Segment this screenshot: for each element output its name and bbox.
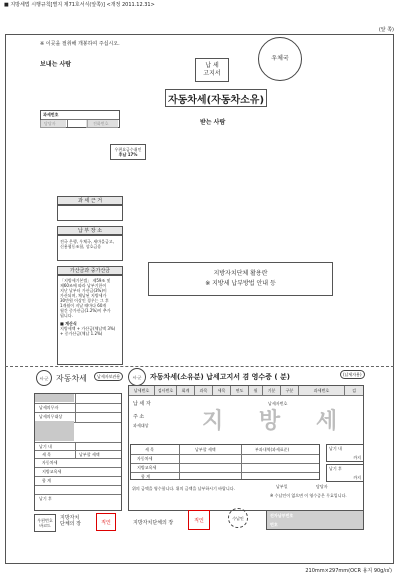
left-authority-line: 단체의 장 xyxy=(60,521,81,527)
surcharge-line: 제60조에 따라 납부기한이 xyxy=(60,283,107,288)
postage-line1: 우편요금수취인 xyxy=(114,147,142,152)
left-receipt-table xyxy=(34,393,122,511)
left-city-tag xyxy=(36,370,52,386)
col-header: 월 xyxy=(249,386,263,395)
left-row-label: 납세의무자 xyxy=(39,405,59,410)
calc-line: + 중가산금(체납 1.2%) xyxy=(60,331,103,336)
right-footer-note: 위의 금액을 영수합니다. 위의 금액을 납부하시기 바랍니다. xyxy=(132,486,235,491)
right-footer-note2: ※ 수납인이 없으면 이 영수증은 무효입니다. xyxy=(270,493,347,498)
right-city-tag-text: 시·군 xyxy=(132,374,142,380)
surcharge-line: 30만원 이상인 경우는 그 후 xyxy=(60,298,109,303)
address-label: 주 소 xyxy=(133,414,145,420)
left-authority-line: 지방자치 xyxy=(60,515,80,521)
col-header: 검사번호 xyxy=(155,386,177,395)
postage-line2: 후납 17% xyxy=(118,152,138,157)
phone-cell-shade xyxy=(86,120,118,128)
page-side-label: (앞 쪽) xyxy=(378,27,394,33)
pay-date-label: 납부일 xyxy=(276,484,288,489)
top-notice: ※ 이곳을 절취해 개봉하여 주십시오. xyxy=(40,41,120,47)
right-official-seal: 직인 xyxy=(188,510,210,530)
col-header: 검 xyxy=(352,388,356,393)
info-line2: ※ 지방세 납부방법 안내 등 xyxy=(205,280,276,287)
left-due-after: 납기 후 xyxy=(39,496,52,501)
e-payment-label: 전자납부번호 xyxy=(270,513,294,518)
right-tax-table xyxy=(130,444,320,480)
left-row-shade xyxy=(35,394,74,402)
surcharge-line: 가산되며, 체납된 지방세가 xyxy=(60,293,107,298)
place-header xyxy=(57,226,123,235)
surcharge-body xyxy=(57,275,123,365)
place-line1: 전국 은행, 우체국, 새마을금고, xyxy=(60,239,114,244)
receipt-stamp-circle xyxy=(228,508,248,528)
surcharge-line: 월간 중가산금(1.2%)이 추가 xyxy=(60,308,111,313)
form-header-title: ■ 지방세법 시행규칙[별지 제71호서식(앞쪽)] <개정 2011.12.31> xyxy=(4,2,155,8)
basis-label: 과 세 근 거 xyxy=(77,197,103,204)
due-after-box xyxy=(326,464,364,482)
right-receipt-title: 자동차세(소유분) 납세고지서 겸 영수증 ( 분) xyxy=(150,373,290,381)
left-sum: 합 계 xyxy=(42,478,51,483)
postage-box xyxy=(110,144,146,160)
manager-cell-shade xyxy=(40,120,66,128)
office-label: 담당자 xyxy=(316,484,328,489)
tax-notice-box xyxy=(195,58,229,82)
taxpayer-no-label: 납세자번호 xyxy=(268,401,288,406)
post-office-seal xyxy=(258,37,302,81)
local-gov-info-box xyxy=(148,262,333,296)
due-after-label: 납기 후 xyxy=(329,466,342,471)
place-label: 납 부 장 소 xyxy=(77,227,103,234)
col-header: 구분 xyxy=(281,386,299,395)
post-office-label: 우체국 xyxy=(271,55,289,62)
main-title: 자동차세(자동차소유) xyxy=(167,94,265,106)
due-in-label: 납기 내 xyxy=(329,446,342,451)
col-header: 연도 xyxy=(231,386,249,395)
place-line2: 신용협동조합, 상호금융 xyxy=(60,244,102,249)
place-body xyxy=(57,235,123,261)
tax-number-header: 과세번호 xyxy=(43,112,59,117)
target-label: 과세대상 xyxy=(133,423,149,428)
left-receipt-stamp: 납세자보관용 xyxy=(94,372,123,381)
right-tax-header: 납부할 세액 xyxy=(195,447,216,452)
cut-line xyxy=(5,366,394,367)
right-tax-item: 지방교육세 xyxy=(137,465,157,470)
e-payment-box xyxy=(266,510,364,530)
col-header: 회계 xyxy=(177,386,195,395)
main-title-box xyxy=(165,89,267,107)
left-due-in-label: 납기 내 xyxy=(39,444,52,449)
left-tax-item: 자동차세 xyxy=(42,460,58,465)
col-header: 세목 xyxy=(213,386,231,395)
col-header: 기분 xyxy=(263,386,281,395)
left-barcode-label: 바코드 xyxy=(39,523,51,528)
left-city-tag-text: 시·군 xyxy=(39,375,49,381)
col-header: 납세번호 xyxy=(129,386,155,395)
left-official-seal: 직인 xyxy=(96,513,116,531)
surcharge-line: 지난 날부터 가산금(3%)이 xyxy=(60,288,107,293)
sender-label: 보내는 사람 xyxy=(40,61,72,68)
taxpayer-label: 납 세 자 xyxy=(133,401,151,407)
left-authority xyxy=(60,515,81,527)
left-postal-label: 우편번호 xyxy=(37,518,53,523)
left-row-shade xyxy=(35,421,74,441)
left-amount-header: 납부할 세액 xyxy=(79,452,100,457)
right-tax-item: 합 계 xyxy=(141,474,150,479)
due-in-suffix: 까지 xyxy=(353,455,361,460)
receipt-stamp-label: 수납인 xyxy=(232,515,244,521)
left-tax-item: 지방교육세 xyxy=(42,469,62,474)
right-tax-header: 세 목 xyxy=(145,447,154,452)
tax-notice-line1: 납 세 xyxy=(205,62,219,69)
right-tax-header: 부과내역(과세표준) xyxy=(255,447,290,452)
left-row-label: 납세의무대상 xyxy=(39,414,63,419)
right-column-header xyxy=(129,386,363,396)
basis-body xyxy=(57,205,123,221)
col-header: 과세번호 xyxy=(299,386,345,395)
col-header: 과목 xyxy=(195,386,213,395)
calc-title: ■ 계산식 xyxy=(60,321,77,326)
tax-notice-line2: 고지서 xyxy=(203,70,221,77)
surcharge-header xyxy=(57,266,123,275)
info-line1: 지방자치단체 활용란 xyxy=(213,270,268,277)
right-receipt-stamp: (납세자용) xyxy=(340,370,365,379)
surcharge-label: 가산금과 중가산금 xyxy=(69,267,111,274)
surcharge-line: 1개월이 지날 때마다 60개 xyxy=(60,303,107,308)
e-payment-label2: 번호 xyxy=(270,522,278,527)
left-receipt-title: 자동차세 xyxy=(56,374,87,383)
due-in-box xyxy=(326,444,364,462)
paper-size-footer: 210mm×297mm(OCR 용지 90g/㎡) xyxy=(305,568,392,574)
left-tax-item-header: 세 목 xyxy=(42,452,51,457)
basis-header xyxy=(57,196,123,205)
right-tax-item: 자동차세 xyxy=(137,456,153,461)
right-city-tag xyxy=(128,368,146,386)
due-after-suffix: 까지 xyxy=(353,475,361,480)
right-authority: 지방자치단체의 장 xyxy=(133,520,174,526)
left-barcode-box xyxy=(34,514,56,532)
watermark: 지 방 세 xyxy=(202,409,352,434)
calc-line: 지방세액 + 가산금(체납액 3%) xyxy=(60,326,116,331)
recipient-label: 받는 사람 xyxy=(200,119,226,126)
surcharge-line: 「지방세기본법」 제59조 및 xyxy=(60,278,111,283)
surcharge-line: 됩니다. xyxy=(60,313,73,318)
